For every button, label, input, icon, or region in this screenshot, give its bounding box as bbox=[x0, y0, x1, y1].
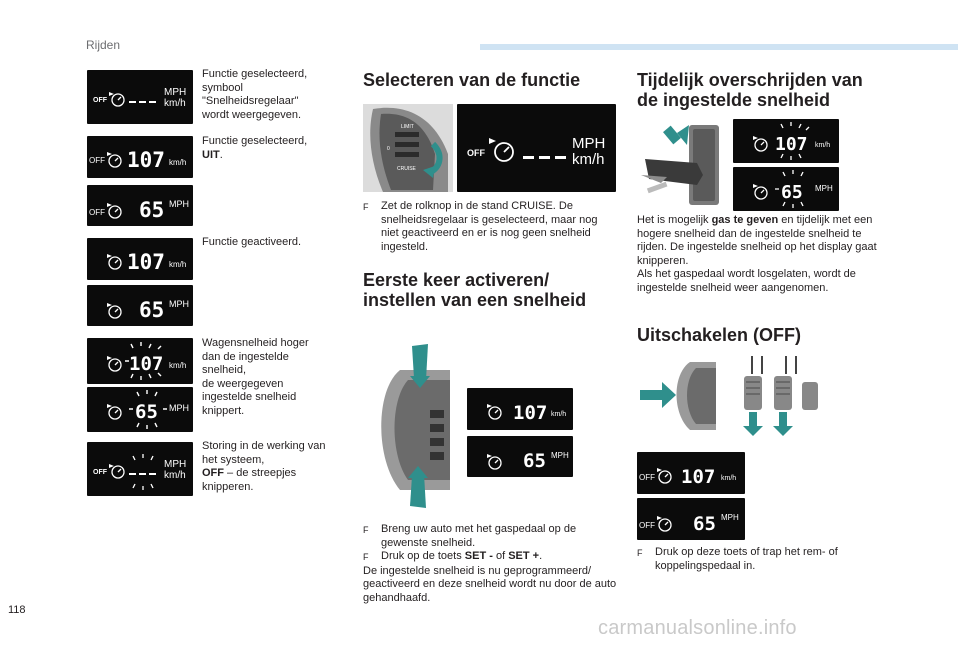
shoe bbox=[645, 159, 703, 185]
caption-overspeed: Wagensnelheid hoger dan de ingestelde snelheid, de weergegeven ingestelde snelheid knippert. bbox=[202, 337, 309, 417]
display-107-kmh-set bbox=[467, 388, 573, 430]
svg-text:65: 65 bbox=[781, 182, 803, 203]
cruise-stalk-illustration bbox=[363, 104, 453, 192]
bullet-icon: F bbox=[363, 202, 369, 212]
step-select: F Zet de rolknop in de stand CRUISE. De snelheidsregelaar is geselecteerd, maar nog niet geactiveerd en er is nog geen snelheid ingesteld. bbox=[363, 200, 598, 253]
title-temporary-exceed: Tijdelijk overschrijden van de ingestelde snelheid bbox=[637, 70, 863, 110]
kmh-unit: km/h bbox=[169, 158, 187, 167]
title-first-activation: Eerste keer activeren/ instellen van een snelheid bbox=[363, 270, 587, 310]
step-switch-off: F Druk op deze toets of trap het rem- of koppelingspedaal in. bbox=[637, 546, 838, 572]
svg-text:65: 65 bbox=[523, 450, 546, 472]
svg-text:107: 107 bbox=[775, 134, 808, 155]
display-fault-off bbox=[87, 442, 193, 496]
set-buttons-illustration bbox=[370, 340, 460, 510]
display-large-off bbox=[457, 104, 616, 192]
mph-unit: MPH bbox=[169, 199, 189, 209]
svg-text:107: 107 bbox=[127, 250, 165, 274]
off-label: OFF bbox=[89, 208, 105, 217]
off-button-pedals-illustration bbox=[640, 352, 830, 438]
speed-value: 65 bbox=[139, 198, 165, 222]
cruise-label: CRUISE bbox=[397, 166, 416, 172]
title-switch-off: Uitschakelen (OFF) bbox=[637, 325, 802, 345]
display-flashing-65-mph bbox=[87, 387, 193, 432]
display-flashing-107-kmh bbox=[87, 338, 193, 384]
svg-text:OFF: OFF bbox=[93, 469, 107, 476]
svg-text:65: 65 bbox=[135, 401, 158, 423]
arrow-down-icon bbox=[677, 125, 689, 145]
svg-text:65: 65 bbox=[139, 298, 165, 322]
display-flashing-107-right bbox=[733, 119, 839, 163]
watermark: carmanualsonline.info bbox=[598, 617, 797, 639]
speedometer-icon bbox=[112, 94, 124, 106]
caption-fault: Storing in de werking van het systeem, OFF – de streepjes knipperen. bbox=[202, 440, 326, 493]
para-exceed: Het is mogelijk gas te geven en tijdelijk met een hogere snelheid dan de ingestelde snelheid te rijden. De ingestelde snelheid op het display gaat knipperen. Als het gaspedaal wordt losgelaten, wordt de ingestelde snelheid weer aangenomen. bbox=[637, 214, 877, 294]
arrow-down-icon bbox=[412, 344, 428, 380]
section-label: Rijden bbox=[86, 38, 121, 52]
speed-value: 107 bbox=[127, 148, 165, 172]
display-off-65-mph bbox=[87, 185, 193, 226]
mph-unit: MPH bbox=[164, 87, 187, 98]
svg-text:MPH: MPH bbox=[169, 403, 189, 413]
steps-activate: F Breng uw auto met het gaspedaal op de gewenste snelheid. F Druk op de toets SET - of SET +. De ingestelde snelheid is nu geprogrammeerd/ geactiveerd en deze snelheid wordt nu door de auto gehandhaafd. bbox=[363, 523, 617, 604]
speedometer-icon bbox=[109, 155, 121, 167]
display-65-mph bbox=[87, 285, 193, 326]
arrow-up-icon bbox=[749, 412, 757, 426]
svg-text:MPH: MPH bbox=[164, 459, 187, 470]
display-107-kmh bbox=[87, 238, 193, 280]
svg-text:km/h: km/h bbox=[551, 411, 567, 418]
speedometer-icon bbox=[109, 306, 121, 318]
display-flashing-65-right bbox=[733, 167, 839, 211]
svg-text:OFF: OFF bbox=[639, 473, 655, 482]
speedometer-icon bbox=[109, 257, 121, 269]
limit-label: LIMIT bbox=[401, 124, 414, 130]
svg-text:km/h: km/h bbox=[815, 142, 831, 149]
display-off-107-kmh bbox=[87, 136, 193, 178]
arrow-right-icon bbox=[640, 390, 662, 400]
svg-text:km/h: km/h bbox=[169, 361, 187, 370]
svg-text:OFF: OFF bbox=[639, 521, 655, 530]
svg-text:km/h: km/h bbox=[169, 260, 187, 269]
speedometer-icon bbox=[495, 143, 513, 161]
svg-text:OFF: OFF bbox=[467, 148, 485, 158]
svg-text:65: 65 bbox=[693, 513, 716, 535]
display-off-mph-kmh bbox=[87, 70, 193, 124]
caption-activated: Functie geactiveerd. bbox=[202, 236, 302, 248]
svg-text:MPH: MPH bbox=[721, 513, 739, 522]
caption-selected: Functie geselecteerd, symbool "Snelheidsregelaar" wordt weergegeven. bbox=[202, 68, 308, 121]
kmh-unit: km/h bbox=[164, 98, 186, 109]
off-label: OFF bbox=[89, 156, 105, 165]
off-label: OFF bbox=[93, 97, 107, 104]
svg-text:107: 107 bbox=[129, 353, 164, 375]
svg-text:107: 107 bbox=[513, 402, 548, 424]
svg-text:MPH: MPH bbox=[169, 299, 189, 309]
svg-text:107: 107 bbox=[681, 466, 716, 488]
svg-text:MPH: MPH bbox=[815, 184, 833, 193]
dashes bbox=[129, 101, 156, 103]
svg-text:MPH: MPH bbox=[551, 451, 569, 460]
header-bar bbox=[480, 44, 958, 50]
arrow-up-icon bbox=[410, 474, 426, 508]
speedometer-icon bbox=[109, 206, 121, 218]
display-off-107-right bbox=[637, 452, 745, 494]
accelerator-pedal-illustration bbox=[637, 119, 727, 211]
svg-text:km/h: km/h bbox=[572, 151, 605, 168]
svg-text:0: 0 bbox=[387, 146, 390, 152]
svg-text:km/h: km/h bbox=[164, 470, 186, 481]
page-number: 118 bbox=[8, 604, 26, 616]
caption-off: Functie geselecteerd, UIT. bbox=[202, 135, 308, 161]
title-select-function: Selecteren van de functie bbox=[363, 70, 581, 90]
svg-text:km/h: km/h bbox=[721, 475, 737, 482]
display-65-mph-set bbox=[467, 436, 573, 477]
display-off-65-right bbox=[637, 498, 745, 540]
svg-text:MPH: MPH bbox=[572, 135, 606, 152]
